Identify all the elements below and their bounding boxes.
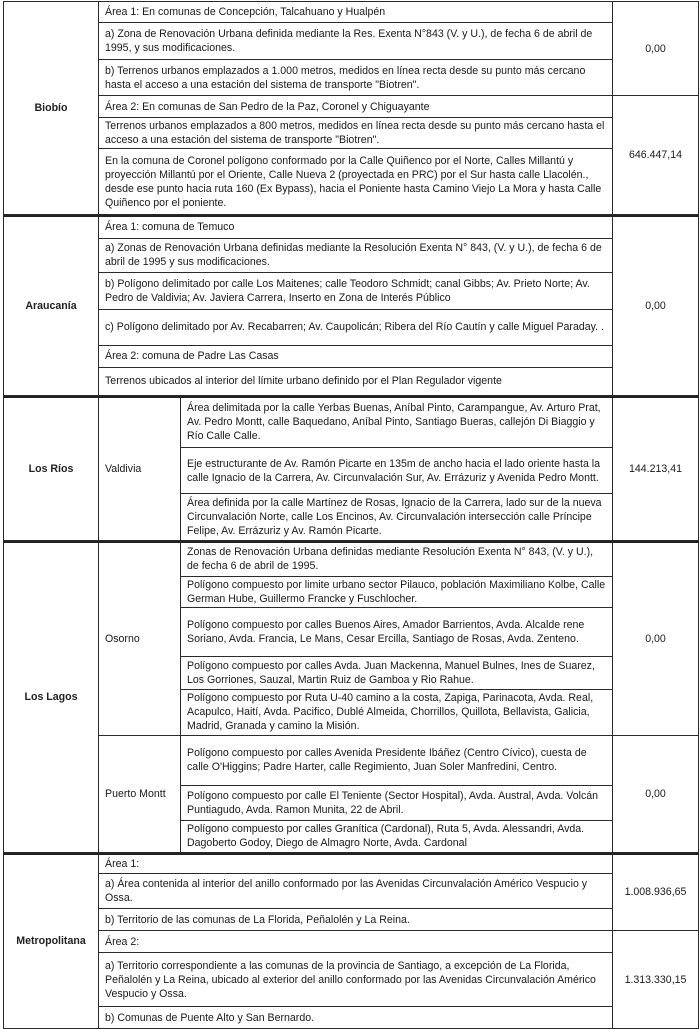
area-description: a) Área contenida al interior del anillo conformado por las Avenidas Circunvalación Américo Vespucio y Ossa. [99,874,613,909]
table-row [4,96,699,118]
table-row [4,542,699,576]
area-description: Área 1: [99,854,613,874]
table-row [4,238,699,272]
table-row [4,2,699,23]
comuna-name: Puerto Montt [99,735,181,852]
area-value: 0,00 [613,216,699,395]
area-description: a) Zonas de Renovación Urbana definidas mediante la Resolución Exenta N° 843, (V. y U.), de fecha 6 de abril de 1995 y sus modificaciones. [99,238,613,272]
area-description: Polígono compuesto por calle El Teniente (Sector Hospital), Avda. Austral, Avda. Volcán Puntiagudo, Avda. Ramon Munita, 22 de Abril. [181,785,613,820]
area-description: b) Territorio de las comunas de La Florida, Peñalolén y La Reina. [99,909,613,931]
region-section [3,1,699,215]
region-section [3,853,699,1029]
area-description: Polígono compuesto por calles Buenos Aires, Amador Barrientos, Avda. Alcalde rene Soriano, Avda. Francia, Le Mans, Cesar Ercilla, Santiago de Rosas, Avda. Zenteno. [181,607,613,656]
table-row [4,909,699,931]
area-description: b) Terrenos urbanos emplazados a 1.000 metros, medidos en línea recta desde su punto más cercano hasta el acceso a una estación del sistema de transporte "Biotren". [99,60,613,96]
region-section [3,541,699,853]
area-description: En la comuna de Coronel polígono conformado por la Calle Quiñenco por el Norte, Calles Millantú y proyección Millantú por el Oriente, Calle Nueva 2 (proyectada en PRC) por el Sur hasta calle Llacolén., desde ese punto hacia ruta 160 (Ex Bypass), hacia el Poniente hasta Camino Viejo La Mora y hasta Calle Quiñenco por el poniente. [99,149,613,215]
area-description: Eje estructurante de Av. Ramón Picarte en 135m de ancho hacia el lado oriente hasta la calle Ignacio de la Carrera, Av. Circunvalación Sur, Av. Errázuriz y Avenida Pedro Montt. [181,448,613,494]
area-description: Zonas de Renovación Urbana definidas mediante Resolución Exenta N° 843, (V. y U.), de fecha 6 de abril de 1995. [181,542,613,576]
area-description: Polígono compuesto por limite urbano sector Pilauco, población Maximiliano Kolbe, Calle German Hube, Guillermo Francke y Fuschlocher. [181,576,613,607]
table-row [4,216,699,238]
area-description: Área delimitada por la calle Yerbas Buenas, Aníbal Pinto, Carampangue, Av. Arturo Prat, Av. Pedro Montt, calle Baquedano, Aníbal Pinto, Santiago Bueras, callejón Di Biaggio y Río Calle Calle. [181,397,613,448]
area-description: a) Zona de Renovación Urbana definida mediante la Res. Exenta N°843 (V. y U.), de fecha 6 de abril de 1995, y sus modificaciones. [99,23,613,60]
region-name: Araucanía [4,216,99,395]
region-name: Los Ríos [4,397,99,541]
table-row [4,272,699,309]
area-value: 0,00 [613,2,699,96]
area-description: Área 1: En comunas de Concepción, Talcahuano y Hualpén [99,2,613,23]
table-row [4,309,699,345]
comuna-name: Valdivia [99,397,181,541]
area-value: 144.213,41 [613,397,699,541]
area-description: Terrenos ubicados al interior del límite urbano definido por el Plan Regulador vigente [99,367,613,395]
table-row [4,60,699,96]
region-name: Metropolitana [4,854,99,1029]
table-row [4,345,699,367]
area-description: Área 2: En comunas de San Pedro de la Paz, Coronel y Chiguayante [99,96,613,118]
comuna-name: Osorno [99,542,181,735]
area-description: Área 2: comuna de Padre Las Casas [99,345,613,367]
area-value: 0,00 [613,542,699,735]
area-description: b) Polígono delimitado por calle Los Maitenes; calle Teodoro Schmidt; canal Gibbs; Av. Prieto Norte; Av. Pedro de Valdivia; Av. Javiera Carrera, Inserto en Zona de Interés Público [99,272,613,309]
table-row [4,931,699,953]
area-value: 646.447,14 [613,96,699,215]
region-name: Biobío [4,2,99,215]
table-row [4,149,699,215]
area-description: Polígono compuesto por calles Avenida Presidente Ibáñez (Centro Cívico), cuesta de calle O'Higgins; Padre Harter, calle Regimiento, Juan Soler Manfredini, Centro. [181,735,613,785]
region-name: Los Lagos [4,542,99,852]
subsidy-areas-table [3,1,698,1029]
area-description: Polígono compuesto por calles Granítica (Cardonal), Ruta 5, Avda. Alessandri, Avda. Dagoberto Godoy, Diego de Almagro Norte, Avda. Cardonal [181,820,613,852]
table-row [4,874,699,909]
area-description: c) Polígono delimitado por Av. Recabarren; Av. Caupolicán; Ribera del Río Cautín y calle Miguel Paraday. . [99,309,613,345]
area-description: Terrenos urbanos emplazados a 800 metros, medidos en línea recta desde su punto más cercano hasta el acceso a una estación del sistema de transporte "Biotren". [99,118,613,149]
table-row [4,1007,699,1029]
table-row [4,397,699,448]
table-row [4,854,699,874]
area-value: 1.313.330,15 [613,931,699,1029]
area-value: 1.008.936,65 [613,854,699,931]
area-description: Polígono compuesto por Ruta U-40 camino a la costa, Zapiga, Parinacota, Avda. Real, Acapulco, Haití, Avda. Pacifico, Dublé Almeida, Chorrillos, Quillota, Bellavista, Galicia, Madrid, Granada y camino la Misión. [181,689,613,735]
region-section [3,396,699,542]
table-row [4,367,699,395]
table-row [4,118,699,149]
table-row [4,735,699,785]
area-description: Área definida por la calle Martínez de Rosas, Ignacio de la Carrera, lado sur de la nueva Circunvalación Norte, calle Los Encinos, Av. Circunvalación intersección calle Príncipe Felipe, Av. Errázuriz y Av. Ramón Picarte. [181,494,613,541]
area-description: Área 1: comuna de Temuco [99,216,613,238]
area-description: b) Comunas de Puente Alto y San Bernardo. [99,1007,613,1029]
area-description: Área 2: [99,931,613,953]
area-description: Polígono compuesto por calles Avda. Juan Mackenna, Manuel Bulnes, Ines de Suarez, Los Gorriones, Sauzal, Martin Ruiz de Gamboa y Rio Rahue. [181,656,613,689]
table-row [4,953,699,1007]
area-description: a) Territorio correspondiente a las comunas de la provincia de Santiago, a excepción de La Florida, Peñalolén y La Reina, ubicado al exterior del anillo conformado por las Avenidas Circunvalación Américo Vespucio y Ossa. [99,953,613,1007]
table-row [4,23,699,60]
region-section [3,215,699,396]
area-value: 0,00 [613,735,699,852]
